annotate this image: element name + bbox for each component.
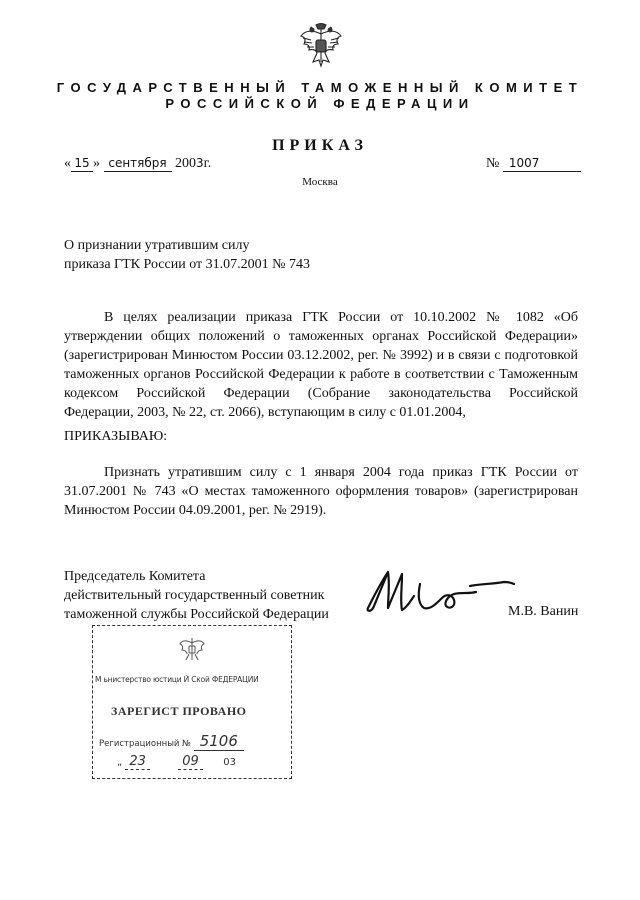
stamp-ministry-line: М ьнистерство юстици Й Ской ФЕДЕРАЦИИ [95, 675, 259, 684]
stamp-date-year: 03 [223, 757, 236, 768]
subject-line2: приказа ГТК России от 31.07.2001 № 743 [64, 257, 311, 272]
date-open-quote: « [64, 156, 71, 171]
number-value: 1007 [503, 156, 581, 172]
document-subject [64, 236, 310, 274]
stamp-emblem-icon [177, 634, 207, 664]
document-city: Москва [302, 176, 338, 188]
position-line3: таможенной службы Российской Федерации [64, 607, 329, 622]
document-title: ПРИКАЗ [272, 137, 368, 154]
stamp-date-prefix: „ [117, 757, 126, 768]
date-month: сентября [104, 156, 172, 172]
stamp-reg-number: 5106 [194, 732, 244, 751]
stamp-registration-date [117, 754, 236, 769]
position-line2: действительный государственный советник [64, 588, 325, 603]
handwritten-signature [358, 564, 518, 620]
stamp-date-day: 23 [125, 754, 150, 770]
organization-name-line2: РОССИЙСКОЙ ФЕДЕРАЦИИ [165, 96, 475, 111]
document-number [486, 156, 581, 172]
signatory-name: М.В. Ванин [508, 604, 579, 619]
organization-name-line1: ГОСУДАРСТВЕННЫЙ ТАМОЖЕННЫЙ КОМИТЕТ [56, 80, 584, 95]
date-close-quote: » [93, 156, 100, 171]
stamp-date-month: 09 [178, 754, 203, 770]
signatory-position [64, 567, 329, 624]
body-paragraph-order: Признать утратившим силу с 1 января 2004 года приказ ГТК России от 31.07.2001 № 743 «О местах таможенного оформления товаров» (зарегистрирован Минюстом России 04.09.2001, рег. № 2919). [64, 465, 578, 518]
stamp-registered-text: ЗАРЕГИСТ ПРОВАНО [111, 704, 247, 718]
date-year-suffix: г. [203, 156, 212, 171]
position-line1: Председатель Комитета [64, 569, 206, 584]
coat-of-arms-emblem [299, 22, 343, 68]
stamp-registration-number [99, 732, 244, 750]
stamp-reg-label: Регистрационный № [99, 739, 191, 749]
body-paragraph-preamble: В целях реализации приказа ГТК России от 10.10.2002 № 1082 «Об утверждении общих положений о таможенных органах Российской Федерации» (зарегистрирован Минюстом России 03.12.2002, рег. № 3992) и в связи с подготовкой таможенных органов Российской Федерации к работе в соответствии с Таможенным кодексом Российской Федерации (Собрание законодательства Российской Федерации, 2003, № 22, ст. 2066), вступающим в силу с 01.01.2004, [64, 310, 578, 420]
date-year-digit: 3 [196, 156, 204, 170]
registration-stamp [92, 625, 292, 779]
subject-line1: О признании утратившим силу [64, 238, 250, 253]
date-day: 15 [71, 156, 93, 172]
number-label: № [486, 156, 500, 171]
document-date [64, 156, 211, 172]
order-word: ПРИКАЗЫВАЮ: [64, 429, 168, 444]
date-year-prefix: 200 [175, 156, 196, 171]
